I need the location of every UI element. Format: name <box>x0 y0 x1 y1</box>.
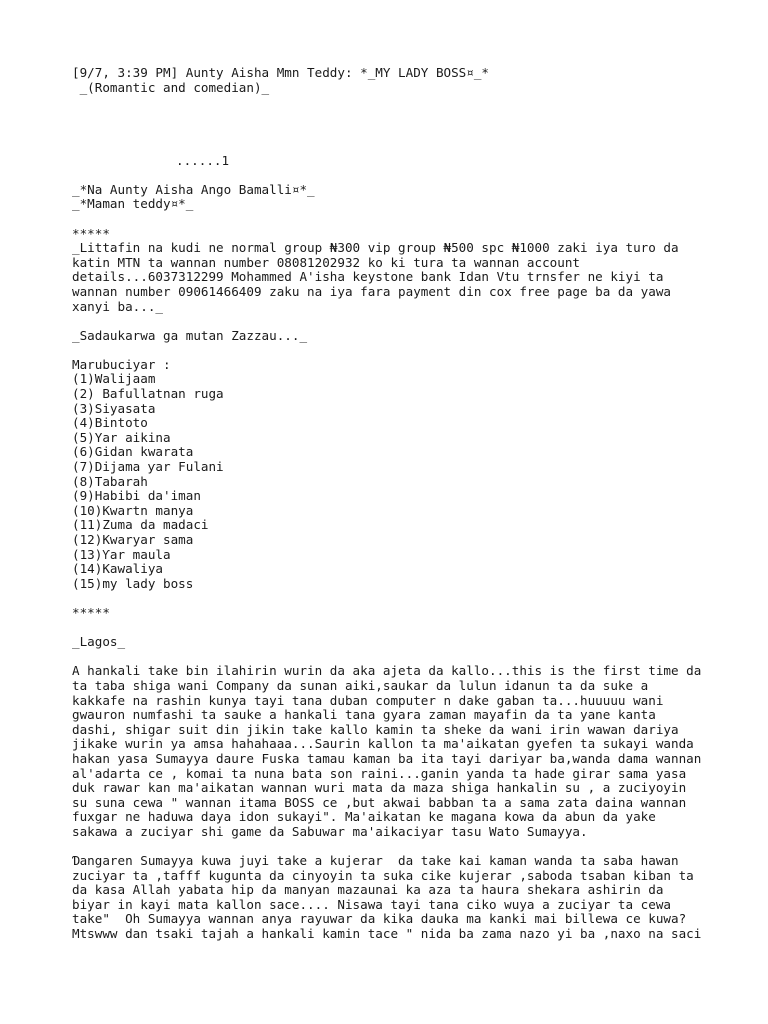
notice-line: wannan number 09061466409 zaku na iya fara payment din cox free page ba da yawa <box>72 283 671 299</box>
contents-item: (5)Yar aikina <box>72 429 171 445</box>
paragraph-line: dashi, shigar suit din jikin take kallo kamin ta sheke da wani irin wawan dariya <box>72 721 679 737</box>
location-heading: _Lagos_ <box>72 634 126 650</box>
notice-line: xanyi ba..._ <box>72 298 163 314</box>
paragraph-line: ta taba shiga wani Company da sunan aiki,saukar da lulun idanun ta da suke a <box>72 677 649 693</box>
paragraph-line: gwauron numfashi ta sauke a hankali tana gyara zaman mayafin da ta yane kanta <box>72 707 656 723</box>
contents-item: (12)Kwaryar sama <box>72 532 194 548</box>
contents-item: (8)Tabarah <box>72 473 148 489</box>
paragraph-line: hakan yasa Sumayya daure Fuska tamau kaman ba ita tayi dariyar ba,wanda dama wannan <box>72 750 702 766</box>
story-genre-line: _(Romantic and comedian)_ <box>72 79 270 95</box>
paragraph-line: take" Oh Sumayya wannan anya rayuwar da kika dauka ma kanki mai billewa ce kuwa? <box>72 911 687 927</box>
paragraph-line: fuxgar ne haduwa daya idon sukayi". Ma'aikatan ke magana kowa da abun da yake <box>72 809 656 825</box>
contents-item: (13)Ƴar maula <box>72 546 171 562</box>
separator-stars: ***** <box>72 225 110 241</box>
contents-item: (10)Kwartn manya <box>72 502 194 518</box>
separator-stars: ***** <box>72 604 110 620</box>
paragraph-line: da kasa Allah yabata hip da manyan mazaunai ka aza ta haura shekara ashirin da <box>72 882 664 898</box>
contents-item: (15)my lady boss <box>72 575 194 591</box>
contents-item: (7)Dijama ƴar Fulani <box>72 459 224 475</box>
paragraph-line: biyar in kayi mata kallon sace.... Nisawa tayi tana ciko wuya a zuciyar ta cewa <box>72 896 671 912</box>
contents-item: (9)Habibi da'iman <box>72 488 201 504</box>
paragraph-line: sakawa a zuciyar shi game da Sabuwar ma'aikaciyar tasu Wato Sumayya. <box>72 823 588 839</box>
notice-line: _Littafin na kudi ne normal group ₦300 vip group ₦500 spc ₦1000 zaki iya turo da <box>72 240 679 256</box>
chat-header-line: [9/7, 3:39 PM] Aunty Aisha Mmn Teddy: *_MY LADY BOSS¤_* <box>72 65 490 80</box>
contents-item: (2) Bafullatnan ruga <box>72 386 224 402</box>
document-page <box>72 66 752 942</box>
paragraph-line: jikake wurin ya amsa hahahaaa...Saurin kallon ta ma'aikatan gyefen ta sukayi wanda <box>72 736 694 752</box>
contents-item: (14)Kawaliya <box>72 561 163 577</box>
paragraph-line: Ɗangaren Sumayya kuwa juyi take a kujerar da take kai kaman wanda ta saba hawan <box>72 853 679 869</box>
paragraph-line: Mtswww dan tsaki tajah a hankali kamin tace " nida ba zama nazo yi ba ,naxo na saci <box>72 926 702 942</box>
contents-item: (4)Bintoto <box>72 415 148 431</box>
contents-item: (11)Zuma da madaci <box>72 517 209 533</box>
contents-title: Marubuciyar : <box>72 356 171 372</box>
chapter-number: ......1 <box>176 152 230 168</box>
author-line: _*Na Aunty Aisha Ango Bamalli¤*_ <box>72 181 315 197</box>
paragraph-line: kakkafe na rashin kunya tayi tana duban computer n dake gaban ta...huuuuu wani <box>72 692 664 708</box>
paragraph-line: zuciyar ta ,tafff kugunta da cinyoyin ta suka cike kujerar ,saboda tsaban kiban ta <box>72 867 694 883</box>
paragraph-line: duk rawar kan ma'aikatan wannan wuri mata da maza shiga hankalin su , a zuciyoyin <box>72 780 687 796</box>
paragraph-line: al'adarta ce , komai ta nuna bata son raini...ganin yanda ta hade girar sama yasa <box>72 765 687 781</box>
contents-item: (1)Walijaam <box>72 371 156 387</box>
notice-line: details...6037312299 Mohammed A'isha keystone bank Idan Vtu trnsfer ne kiyi ta <box>72 269 664 285</box>
contents-item: (6)Gidan kwarata <box>72 444 194 460</box>
author-nickname-line: _*Maman teddy¤*_ <box>72 196 194 212</box>
paragraph-line: A hankali take bin ilahirin wurin da aka ajeta da kallo...this is the first time da <box>72 663 702 679</box>
paragraph-line: su suna cewa " wannan itama BOSS ce ,but akwai babban ta a sama zata daina wannan <box>72 794 687 810</box>
dedication-line: _Sadaukarwa ga mutan Zazzau..._ <box>72 327 308 343</box>
notice-line: katin MTN ta wannan number 08081202932 ko ki tura ta wannan account <box>72 254 580 270</box>
contents-item: (3)Siyasata <box>72 400 156 416</box>
